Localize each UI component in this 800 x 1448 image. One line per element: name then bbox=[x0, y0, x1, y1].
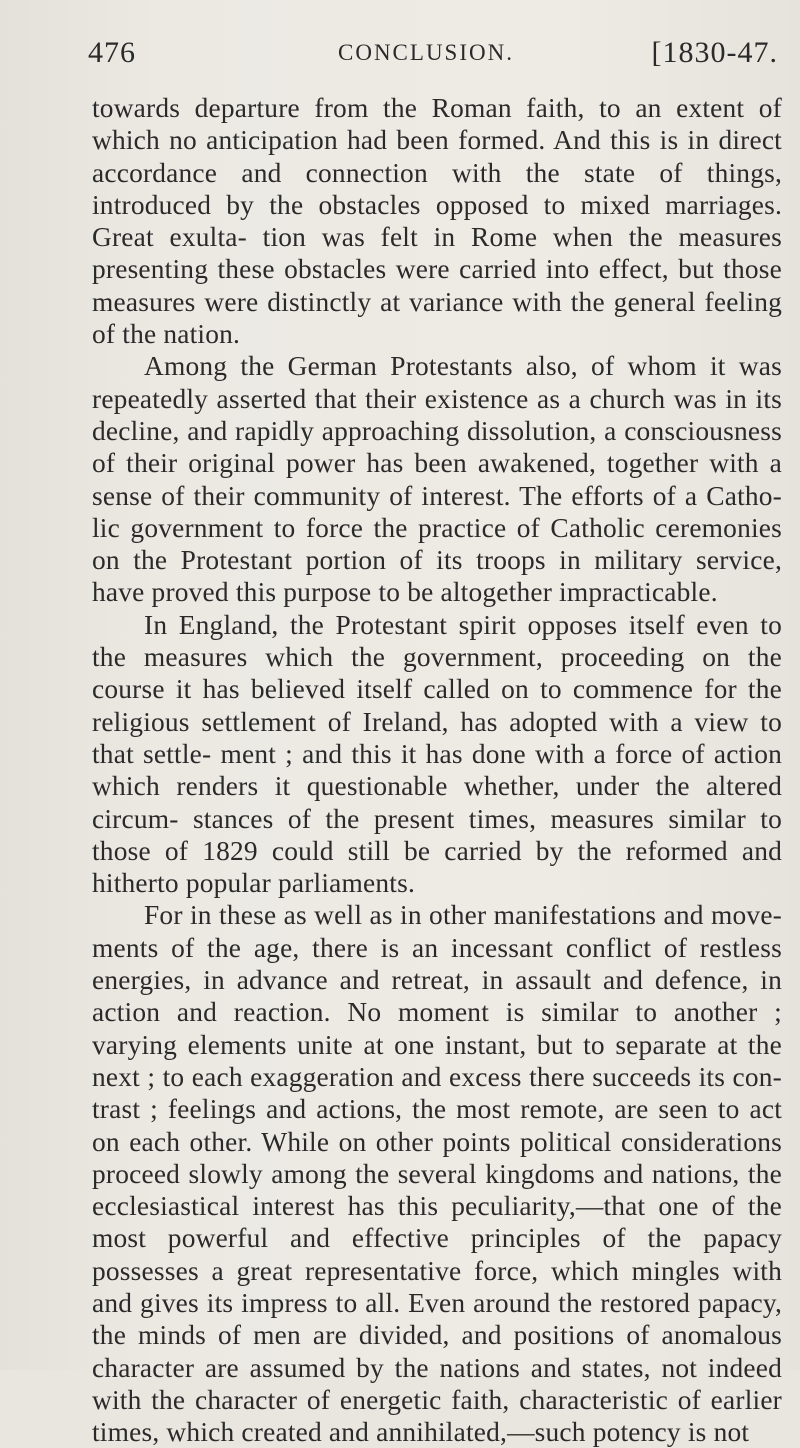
paragraph-england: In England, the Protestant spirit opposes itself even to the measures which the government, proceeding on the course it has believed itself called on to commence for the religious settlement of Ireland, has adopted with a view to that settle- ment ; and this it has done with a force of action which renders it questionable whether, under the altered circum- stances of the present times, measures similar to those of 1829 could still be carried by the reformed and hitherto popular parliaments. bbox=[92, 609, 782, 899]
paragraph-german-protestants: Among the German Protestants also, of whom it was repeatedly asserted that their existence as a church was in its decline, and rapidly approaching dissolution, a consciousness of their original power has been awakened, together with a sense of their community of interest. The efforts of a Catho- lic government to force the practice of Catholic ceremonies on the Protestant portion of its troops in military service, have proved this purpose to be altogether impracticable. bbox=[92, 351, 782, 608]
paragraph-manifestations: For in these as well as in other manifestations and move- ments of the age, there is an incessant conflict of restless energies, in advance and retreat, in assault and defence, in action and reaction. No moment is similar to another ; varying elements unite at one instant, but to separate at the next ; to each exaggeration and excess there succeeds its con- trast ; feelings and actions, the most remote, are seen to act on each other. While on other points political considerations proceed slowly among the several kingdoms and nations, the ecclesiastical interest has this peculiarity,—that one of the most powerful and effective principles of the papacy possesses a great representative force, which mingles with and gives its impress to all. Even around the restored papacy, the minds of men are divided, and positions of anomalous character are assumed by the nations and states, not indeed with the character of energetic faith, characteristic of earlier times, which created and annihilated,—such potency is not bbox=[92, 900, 782, 1448]
page-number: 476 bbox=[88, 36, 136, 69]
running-head: CONCLUSION. bbox=[338, 40, 514, 65]
body-text bbox=[92, 92, 782, 1448]
paragraph-continuation: towards departure from the Roman faith, to an extent of which no anticipation had been formed. And this is in direct accordance and connection with the state of things, introduced by the obstacles opposed to mixed marriages. Great exulta- tion was felt in Rome when the measures presenting these obstacles were carried into effect, but those measures were distinctly at variance with the general feeling of the nation. bbox=[92, 93, 782, 350]
date-range: [1830-47. bbox=[651, 36, 778, 69]
page-header bbox=[88, 36, 778, 76]
